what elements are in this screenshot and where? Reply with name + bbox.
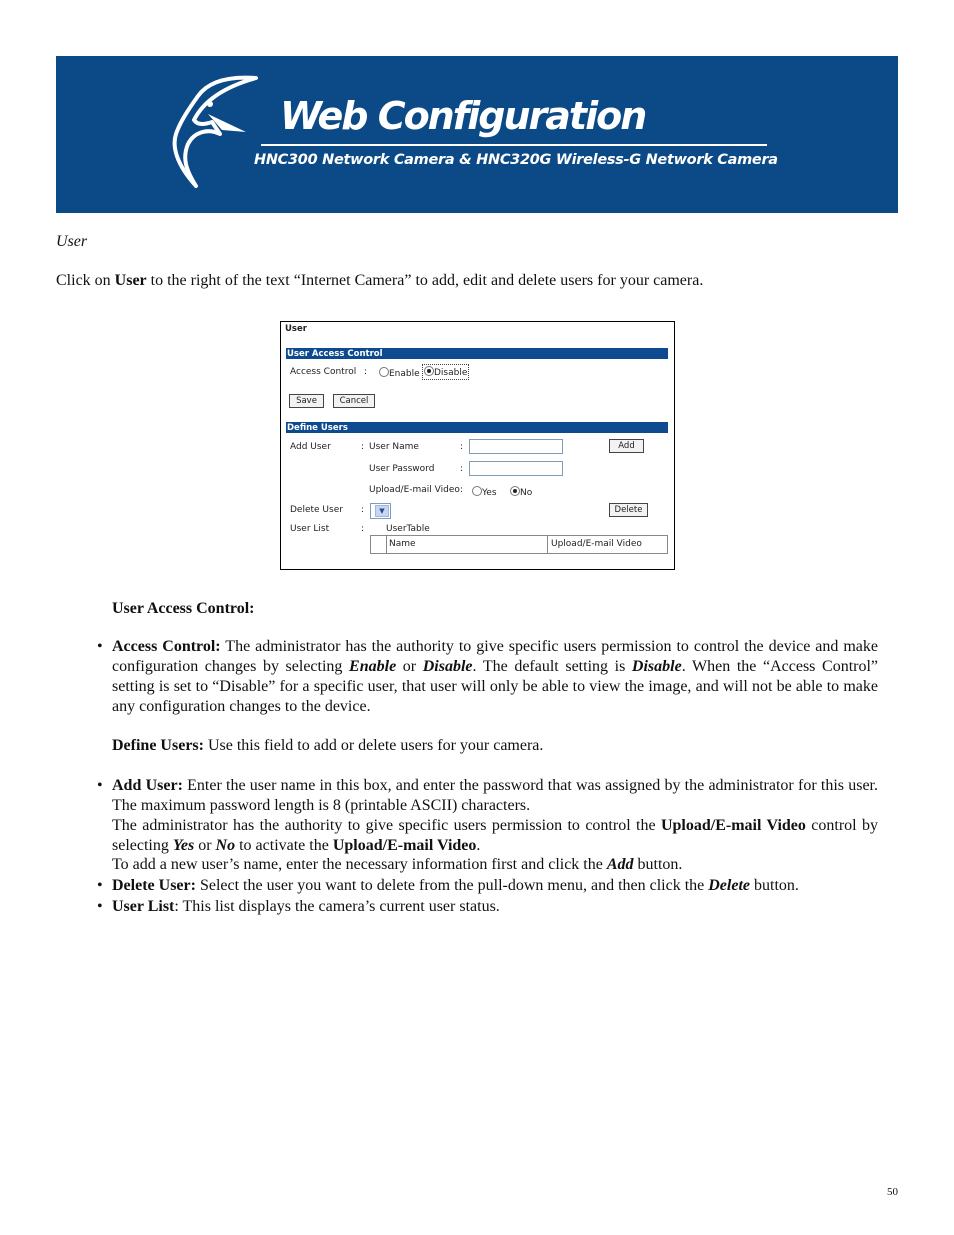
add-instruction-paragraph: To add a new user’s name, enter the necessary information first and click the Add button. [112, 856, 683, 873]
header-banner [56, 56, 898, 213]
uac-heading: User Access Control: [112, 600, 255, 617]
radio-icon [379, 367, 389, 377]
user-name-input[interactable] [469, 439, 563, 454]
delete-user-paragraph: Delete User: Select the user you want to delete from the pull-down menu, and then click the Delete button. [112, 877, 799, 894]
bullet-icon: • [97, 638, 103, 655]
user-list-paragraph: User List: This list displays the camera’s current user status. [112, 898, 500, 915]
bullet-icon: • [97, 777, 103, 794]
banner-subtitle: HNC300 Network Camera & HNC320G Wireless-G Network Camera [254, 152, 778, 168]
banner-title: Web Configuration [280, 94, 646, 138]
screenshot-page-header: User [285, 324, 307, 334]
bird-logo-icon [168, 74, 258, 190]
user-table [370, 535, 668, 554]
colon: : [361, 505, 365, 515]
banner-divider [261, 144, 767, 146]
user-password-label: User Password [369, 464, 435, 474]
table-checkbox-column [371, 536, 387, 553]
disable-radio[interactable]: Disable [423, 365, 468, 379]
upload-video-label: Upload/E-mail Video [369, 485, 460, 495]
enable-radio[interactable]: Enable [379, 367, 420, 379]
delete-button[interactable]: Delete [609, 503, 648, 517]
intro-paragraph: Click on User to the right of the text “Internet Camera” to add, edit and delete users for your camera. [56, 272, 704, 289]
define-users-bar: Define Users [286, 422, 668, 433]
colon: : [361, 442, 365, 452]
define-users-paragraph: Define Users: Use this field to add or delete users for your camera. [112, 737, 544, 754]
upload-yes-radio[interactable]: Yes [472, 486, 497, 498]
colon: : [460, 464, 464, 474]
delete-user-select[interactable] [370, 503, 391, 519]
colon: : [364, 367, 368, 377]
bullet-icon: • [97, 898, 103, 915]
radio-icon [472, 486, 482, 496]
user-password-input[interactable] [469, 461, 563, 476]
bullet-icon: • [97, 877, 103, 894]
user-table-label: UserTable [386, 524, 430, 534]
user-access-control-bar: User Access Control [286, 348, 668, 359]
section-title: User [56, 233, 88, 250]
colon: : [460, 485, 464, 495]
user-list-label: User List [290, 524, 330, 534]
save-button[interactable]: Save [289, 394, 324, 408]
add-button[interactable]: Add [609, 439, 644, 453]
page-number: 50 [887, 1186, 898, 1198]
user-name-label: User Name [369, 442, 419, 452]
access-control-label: Access Control [290, 367, 357, 377]
colon: : [460, 442, 464, 452]
cancel-button[interactable]: Cancel [333, 394, 375, 408]
delete-user-label: Delete User [290, 505, 343, 515]
user-settings-screenshot [280, 321, 675, 570]
radio-selected-icon [424, 366, 434, 376]
upload-permission-paragraph: The administrator has the authority to give specific users permission to control the Upload/E-mail Video control by selecting Yes or No to activate the Upload/E-mail Video. [112, 817, 879, 854]
chevron-down-icon: ▼ [375, 505, 389, 517]
radio-selected-icon [510, 486, 520, 496]
upload-no-radio[interactable]: No [510, 486, 532, 498]
access-control-paragraph: Access Control: The administrator has the authority to give specific users permission to control the device and make configuration changes by selecting Enable or Disable. The default setting is Disable. When the “Access Control” setting is set to “Disable” for a specific user, that user will only be able to view the image, and will not be able to make any configuration changes to the device. [112, 638, 879, 715]
colon: : [361, 524, 365, 534]
table-header-upload: Upload/E-mail Video [551, 539, 642, 549]
add-user-label: Add User [290, 442, 331, 452]
add-user-paragraph: Add User: Enter the user name in this box, and enter the password that was assigned by the administrator for this user. The maximum password length is 8 (printable ASCII) characters. [112, 777, 878, 814]
table-header-name: Name [387, 536, 548, 553]
